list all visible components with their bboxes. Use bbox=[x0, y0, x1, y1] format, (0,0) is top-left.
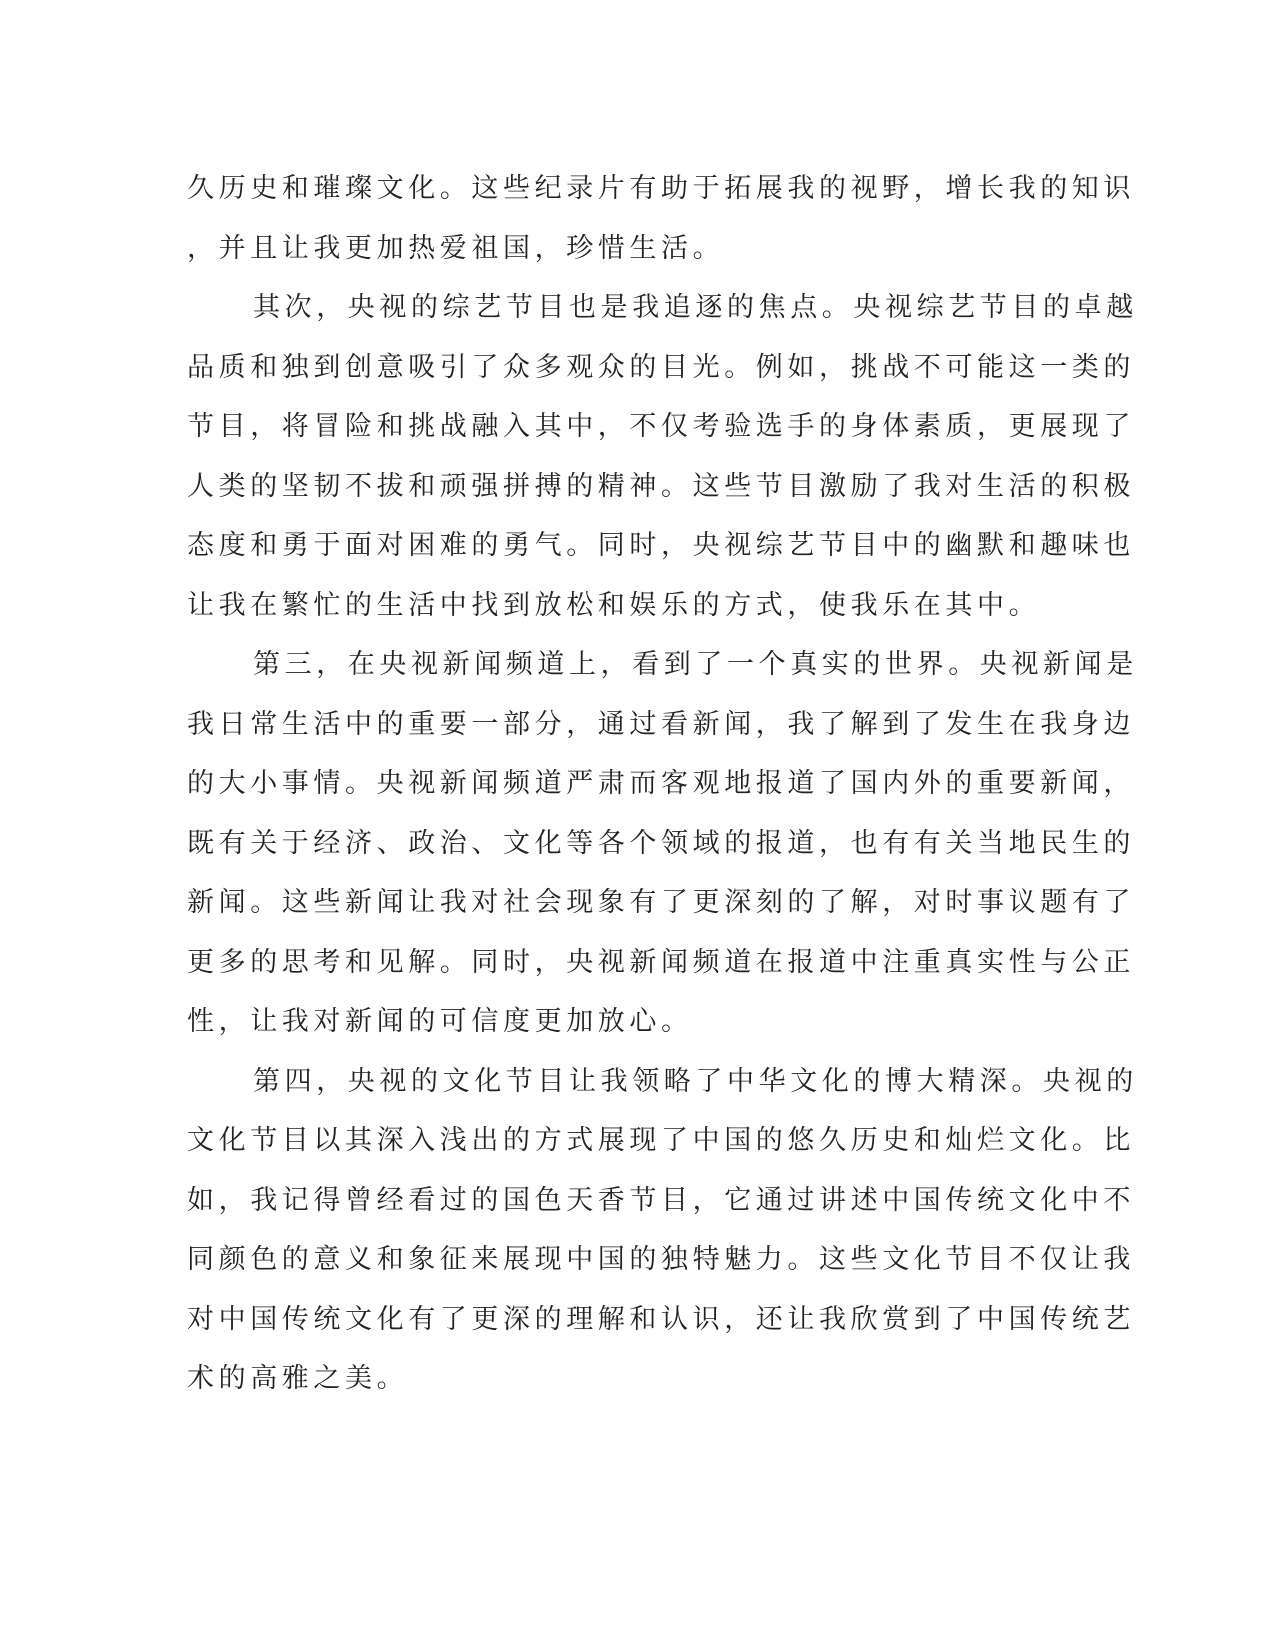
text-line: 品质和独到创意吸引了众多观众的目光。例如，挑战不可能这一类的 bbox=[187, 351, 1135, 383]
text-line: 对中国传统文化有了更深的理解和认识，还让我欣赏到了中国传统艺 bbox=[187, 1303, 1135, 1335]
paragraph-first-line: 第四，央视的文化节目让我领略了中华文化的博大精深。央视的 bbox=[253, 1065, 1138, 1097]
text-line: 人类的坚韧不拔和顽强拼搏的精神。这些节目激励了我对生活的积极 bbox=[187, 470, 1135, 502]
text-line: 性，让我对新闻的可信度更加放心。 bbox=[187, 1006, 693, 1037]
paragraph-first-line: 其次，央视的综艺节目也是我追逐的焦点。央视综艺节目的卓越 bbox=[253, 292, 1138, 323]
text-line: ，并且让我更加热爱祖国，珍惜生活。 bbox=[187, 232, 725, 264]
text-line: 文化节目以其深入浅出的方式展现了中国的悠久历史和灿烂文化。比 bbox=[187, 1125, 1135, 1156]
text-line: 态度和勇于面对困难的勇气。同时，央视综艺节目中的幽默和趣味也 bbox=[187, 530, 1135, 561]
text-line: 更多的思考和见解。同时，央视新闻频道在报道中注重真实性与公正 bbox=[187, 946, 1135, 978]
text-line: 同颜色的意义和象征来展现中国的独特魅力。这些文化节目不仅让我 bbox=[187, 1244, 1135, 1275]
text-line: 我日常生活中的重要一部分，通过看新闻，我了解到了发生在我身边 bbox=[187, 708, 1135, 740]
text-line: 让我在繁忙的生活中找到放松和娱乐的方式，使我乐在其中。 bbox=[187, 589, 1041, 621]
body-text bbox=[187, 159, 1138, 1409]
text-line: 久历史和璀璨文化。这些纪录片有助于拓展我的视野，增长我的知识 bbox=[187, 173, 1135, 204]
paragraph-first-line: 第三，在央视新闻频道上，看到了一个真实的世界。央视新闻是 bbox=[253, 649, 1138, 680]
text-line: 术的高雅之美。 bbox=[187, 1363, 409, 1394]
text-line: 的大小事情。央视新闻频道严肃而客观地报道了国内外的重要新闻， bbox=[187, 768, 1135, 799]
text-line: 既有关于经济、政治、文化等各个领域的报道，也有有关当地民生的 bbox=[187, 827, 1135, 859]
text-line: 新闻。这些新闻让我对社会现象有了更深刻的了解，对时事议题有了 bbox=[187, 887, 1135, 918]
text-line: 节目，将冒险和挑战融入其中，不仅考验选手的身体素质，更展现了 bbox=[187, 411, 1135, 442]
text-line: 如，我记得曾经看过的国色天香节目，它通过讲述中国传统文化中不 bbox=[187, 1184, 1135, 1216]
